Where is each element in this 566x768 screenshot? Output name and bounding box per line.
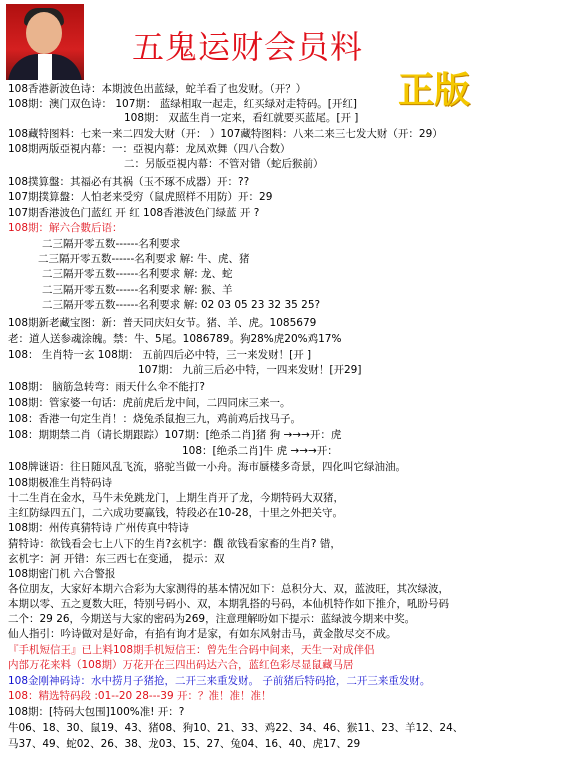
- line-14: 二三隔开零五数------名利要求 解: 猴、羊: [42, 284, 233, 296]
- line-25: 108牌谜语：往日随风乱飞流，骆驼当做一小舟。海市蜃楼多奇景，四化叫它绿油油。: [8, 461, 407, 473]
- line-5: 108期两版亞視内幕：一：亞視内幕：龙凤欢舞（四八合数）: [8, 143, 291, 155]
- line-21: 108期：管家婆一句话：虎前虎后龙中间，二四同床三来一。: [8, 397, 291, 409]
- line-29: 108期：州传真猜特诗 广州传真中特诗: [8, 522, 189, 534]
- genuine-stamp: 正版: [398, 70, 471, 111]
- line-16: 108期新老藏宝图：新：普天同庆妇女节。猪、羊、虎。1085679: [8, 317, 317, 329]
- line-4: 108藏特图料：七来一来二四发大财（开： ）107藏特图料：八来二来三七发大财（开：29）: [8, 128, 443, 140]
- line-12: 二三隔开零五数------名利要求 解: 牛、虎、猪: [38, 253, 250, 265]
- line-35: 二个：29 26，今期送与大家的密码为269，注意理解吩如下提示：蓝绿波今期来中奖。: [8, 613, 416, 625]
- line-10: 108期：解六合數后语：: [8, 222, 123, 234]
- line-9: 107期香港波色门蓝红 开 红 108香港波色门绿蓝 开 ?: [8, 207, 260, 219]
- line-36: 仙人指引：吟诗做对是好命，有掐有询才是家，有如东风射击马，黄金散尽交不成。: [8, 628, 397, 640]
- portrait-photo: [6, 4, 84, 80]
- line-37: 『手机短信王』已上料108期手机短信王：曾先生合码中间来，天生一对成伴侣: [8, 644, 375, 656]
- line-2: 108期：澳门双色诗： 107期： 蓝绿相取一起走，红买绿对走特码。[开红]: [8, 98, 357, 110]
- line-40: 108：精选特码段 :01--20 28---39 开：？准！准！准！: [8, 690, 272, 702]
- line-32: 108期密门机 六合警报: [8, 568, 116, 580]
- line-23: 108：期期禁二肖（请长期跟踪）107期：[绝杀二肖]猪 狗 →→→开：虎: [8, 429, 342, 441]
- line-31: 玄机字：訶 开错：东三西七在变通， 提示：双: [8, 553, 225, 565]
- line-43: 马37、49、蛇02、26、38、龙03、15、27、兔04、16、40、虎17、29: [8, 738, 361, 750]
- line-19: 107期： 九前三后必中特，一四来发财！[开29]: [138, 364, 362, 376]
- line-15: 二三隔开零五数------名利要求 解: 02 03 05 23 32 35 25?: [42, 299, 321, 311]
- line-24: 108：[绝杀二肖]牛 虎 →→→开：: [182, 445, 338, 457]
- line-26: 108期极准生肖特码诗: [8, 477, 113, 489]
- line-13: 二三隔开零五数------名利要求 解: 龙、蛇: [42, 268, 233, 280]
- line-8: 107期撲算盤：人怕老来受穷（鼠虎照样不用防）开：29: [8, 191, 273, 203]
- line-11: 二三隔开零五数------名利要求: [42, 238, 181, 250]
- line-3: 108期： 双蓝生肖一定来，看红就要买蓝尾。[开 ]: [124, 112, 359, 124]
- line-34: 本期以零、五之夏数大旺，特别号码小、双，本期乳搭的号码，本仙机特作如下推介，吼盼号码: [8, 598, 449, 610]
- page-title: 五鬼运财会员料: [132, 28, 364, 66]
- line-41: 108期：[特码大包围]100%准! 开：?: [8, 706, 185, 718]
- line-22: 108：香港一句定生肖！：烧兔杀鼠抱三九，鸡前鸡后找马子。: [8, 413, 302, 425]
- line-39: 108金刚神码诗：水中捞月子猪抢，二开三来重发财。 子前猪后特码抢，二开三来重发财。: [8, 675, 431, 687]
- line-28: 主红防绿四五门，二六成功要赢钱，特段必在10-28，十里之外把关守。: [8, 507, 344, 519]
- line-18: 108： 生肖特一玄 108期： 五前四后必中特，三一来发财！[开 ]: [8, 349, 312, 361]
- line-6: 二：另版亞視内幕：不管对错（蛇后猴前）: [124, 158, 324, 170]
- line-33: 各位朋友，大家好本期六合彩为大家测得的基本情况如下：总积分大、双，蓝波旺，其次绿波，: [8, 583, 449, 595]
- line-20: 108期： 脑筋急转弯：雨天什么伞不能打?: [8, 381, 205, 393]
- line-42: 牛06、18、30、鼠19、43、猪08、狗10、21、33、鸡22、34、46、猴11、23、羊12、24、: [8, 722, 464, 734]
- line-7: 108撲算盤：其福必有其祸（玉不琢不成器）开：??: [8, 176, 250, 188]
- line-17: 老：道人送参魂涂魄。禁：牛、5尾。1086789。狗28%虎20%鸡17%: [8, 333, 342, 345]
- line-38: 内部万花来料（108期）万花开在三四出码达六合，蓝红色彩尽显鼠藏马居: [8, 659, 354, 671]
- line-27: 十二生肖在金水，马牛未免跳龙门，上期生肖开了龙，今期特码大双猪，: [8, 492, 344, 504]
- line-1: 108香港新波色诗：本期波色出蓝绿，蛇羊看了也发财。（开？）: [8, 83, 307, 95]
- line-30: 猜特诗：欲钱看会七上八下的生肖?玄机字：觀 欲钱看家畜的生肖? 错，: [8, 538, 341, 550]
